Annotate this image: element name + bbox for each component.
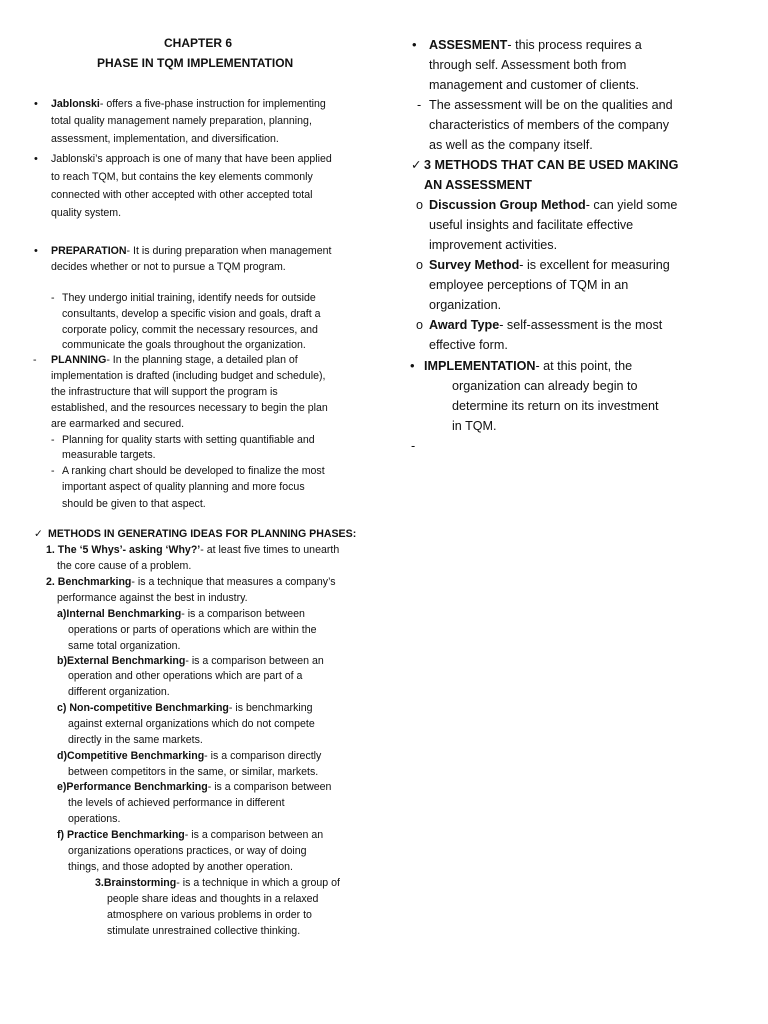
planning-sub-line: measurable targets. — [62, 449, 156, 461]
assessment-line — [429, 35, 642, 55]
implementation-line: organization can already begin to — [452, 379, 638, 393]
list-number: 2. — [46, 576, 55, 588]
method-item-line: the core cause of a problem. — [57, 560, 192, 572]
benchmark-text: - is benchmarking — [228, 702, 313, 714]
bullet-icon: • — [412, 37, 417, 52]
benchmark-item — [57, 606, 305, 622]
preparation-line: decides whether or not to pursue a TQM program. — [51, 261, 286, 273]
list-number: 3. — [95, 877, 104, 889]
assessment-method-text: - can yield some — [585, 198, 678, 212]
benchmark-line: between competitors in the same, or similar, markets. — [68, 766, 319, 778]
dash-icon: - — [417, 98, 422, 112]
checkmark-icon: ✓ — [411, 158, 422, 172]
preparation-sub-line: corporate policy, commit the necessary resources, and — [62, 324, 318, 336]
benchmark-line: operation and other operations which are part of a — [68, 670, 303, 682]
benchmark-line: directly in the same markets. — [68, 734, 203, 746]
benchmark-line: operations or parts of operations which are within the — [68, 624, 317, 636]
page-title: PHASE IN TQM IMPLEMENTATION — [97, 56, 294, 70]
method-item-line: atmosphere on various problems in order to — [107, 909, 312, 921]
dash-icon: - — [51, 434, 55, 446]
jablonski-line — [51, 96, 326, 112]
benchmark-term: Competitive Benchmarking — [67, 750, 205, 762]
assessment-sub-line: The assessment will be on the qualities and — [429, 98, 673, 112]
planning-line — [51, 352, 298, 368]
benchmark-term: Performance Benchmarking — [66, 781, 208, 793]
preparation-term: PREPARATION — [51, 245, 127, 257]
assessment-method-item — [429, 195, 677, 215]
method-item-benchmarking — [46, 574, 336, 590]
assessment-methods-heading: 3 METHODS THAT CAN BE USED MAKING — [424, 158, 679, 172]
benchmark-text: - is a comparison directly — [204, 750, 322, 762]
planning-sub-line: Planning for quality starts with setting quantifiable and — [62, 434, 315, 446]
list-number: 1. — [46, 544, 55, 556]
preparation-line — [51, 243, 331, 259]
assessment-line: management and customer of clients. — [429, 78, 640, 92]
assessment-methods-heading-cont: AN ASSESSMENT — [424, 178, 532, 192]
dash-icon: - — [33, 354, 37, 366]
benchmark-line: things, and those adopted by another operation. — [68, 861, 293, 873]
assessment-method-text: - is excellent for measuring — [519, 258, 670, 272]
circle-bullet-icon: o — [416, 258, 424, 272]
list-letter: b) — [57, 655, 67, 667]
benchmark-term: Non-competitive Benchmarking — [69, 702, 229, 714]
method-term: Brainstorming — [103, 877, 177, 889]
benchmark-term: External Benchmarking — [67, 655, 186, 667]
implementation-line: determine its return on its investment — [452, 399, 659, 413]
planning-sub-line: important aspect of quality planning and more focus — [62, 481, 305, 493]
bullet-icon: • — [34, 153, 38, 165]
method-item-5-whys — [46, 542, 339, 558]
list-letter: e) — [57, 781, 67, 793]
jablonski-line: assessment, implementation, and diversification. — [51, 133, 279, 145]
circle-bullet-icon: o — [416, 318, 424, 332]
jablonski-text: - offers a five-phase instruction for implementing — [99, 98, 326, 110]
benchmark-item — [57, 653, 324, 669]
methods-heading: METHODS IN GENERATING IDEAS FOR PLANNING PHASES: — [48, 528, 357, 540]
jablonski-approach-line: to reach TQM, but contains the key elements commonly — [51, 171, 313, 183]
planning-sub-line: A ranking chart should be developed to finalize the most — [62, 465, 325, 477]
assessment-term: ASSESMENT — [429, 38, 508, 52]
assessment-sub-line: as well as the company itself. — [429, 138, 593, 152]
benchmark-line: operations. — [68, 813, 121, 825]
benchmark-text: - is a comparison between an — [185, 655, 324, 667]
assessment-line: through self. Assessment both from — [429, 58, 627, 72]
method-item-line: stimulate unrestrained collective thinking. — [107, 925, 301, 937]
jablonski-term: Jablonski — [51, 98, 100, 110]
jablonski-approach-line: connected with other accepted with other accepted total — [51, 189, 313, 201]
circle-bullet-icon: o — [416, 198, 424, 212]
assessment-method-line: effective form. — [429, 338, 508, 352]
assessment-sub-line: characteristics of members of the company — [429, 118, 670, 132]
list-letter: c) — [57, 702, 67, 714]
assessment-method-line: employee perceptions of TQM in an — [429, 278, 629, 292]
preparation-sub-line: consultants, develop a specific vision and goals, draft a — [62, 308, 321, 320]
planning-term: PLANNING — [51, 354, 107, 366]
assessment-method-text: - self-assessment is the most — [499, 318, 663, 332]
planning-line: the infrastructure that will support the program is — [51, 386, 278, 398]
bullet-icon: • — [34, 98, 38, 110]
assessment-method-term: Discussion Group Method — [429, 198, 586, 212]
benchmark-item — [57, 827, 323, 843]
benchmark-item — [57, 700, 313, 716]
trailing-dash: - — [411, 439, 416, 453]
benchmark-text: - is a comparison between an — [184, 829, 324, 841]
implementation-term: IMPLEMENTATION — [424, 359, 536, 373]
assessment-method-line: improvement activities. — [429, 238, 558, 252]
assessment-method-line: useful insights and facilitate effective — [429, 218, 634, 232]
planning-line: established, and the resources necessary to begin the plan — [51, 402, 328, 414]
benchmark-item — [57, 748, 321, 764]
assessment-method-item — [429, 255, 670, 275]
method-text: - is a technique in which a group of — [176, 877, 340, 889]
planning-line: implementation is drafted (including budget and schedule), — [51, 370, 326, 382]
method-item-line: people share ideas and thoughts in a relaxed — [107, 893, 319, 905]
benchmark-line: same total organization. — [68, 640, 181, 652]
dash-icon: - — [51, 465, 55, 477]
assessment-method-term: Award Type — [429, 318, 500, 332]
bullet-icon: • — [410, 358, 415, 373]
assessment-method-line: organization. — [429, 298, 502, 312]
checkmark-icon: ✓ — [34, 528, 43, 540]
method-text: - at least five times to unearth — [200, 544, 340, 556]
benchmark-line: different organization. — [68, 686, 170, 698]
planning-line: are earmarked and secured. — [51, 418, 185, 430]
assessment-text: - this process requires a — [507, 38, 642, 52]
bullet-icon: • — [34, 245, 38, 257]
list-letter: d) — [57, 750, 67, 762]
chapter-number: CHAPTER 6 — [164, 36, 233, 50]
benchmark-text: - is a comparison between — [207, 781, 332, 793]
method-term: The ‘5 Whys’- asking ‘Why?’ — [57, 544, 201, 556]
jablonski-line: total quality management namely preparation, planning, — [51, 115, 312, 127]
jablonski-approach-line: quality system. — [51, 207, 122, 219]
implementation-line: in TQM. — [452, 419, 497, 433]
preparation-text: - It is during preparation when management — [126, 245, 332, 257]
dash-icon: - — [51, 292, 55, 304]
benchmark-item — [57, 779, 331, 795]
assessment-method-term: Survey Method — [429, 258, 520, 272]
planning-sub-line: should be given to that aspect. — [62, 498, 206, 510]
implementation-text: - at this point, the — [535, 359, 633, 373]
list-letter: f) — [57, 829, 65, 841]
list-letter: a) — [57, 608, 67, 620]
method-item-line: performance against the best in industry. — [57, 592, 248, 604]
implementation-line — [424, 356, 632, 376]
benchmark-line: the levels of achieved performance in different — [68, 797, 285, 809]
benchmark-term: Internal Benchmarking — [66, 608, 182, 620]
benchmark-term: Practice Benchmarking — [67, 829, 185, 841]
method-text: - is a technique that measures a company’s — [131, 576, 336, 588]
preparation-sub-line: communicate the goals throughout the organization. — [62, 339, 306, 351]
jablonski-approach-line: Jablonski’s approach is one of many that have been applied — [51, 153, 332, 165]
planning-text: - In the planning stage, a detailed plan of — [106, 354, 298, 366]
preparation-sub-line: They undergo initial training, identify needs for outside — [62, 292, 316, 304]
assessment-method-item — [429, 315, 662, 335]
benchmark-line: against external organizations which do not compete — [68, 718, 315, 730]
benchmark-text: - is a comparison between — [181, 608, 305, 620]
method-term: Benchmarking — [57, 576, 132, 588]
method-item-brainstorming — [95, 875, 340, 891]
benchmark-line: organizations operations practices, or way of doing — [68, 845, 307, 857]
